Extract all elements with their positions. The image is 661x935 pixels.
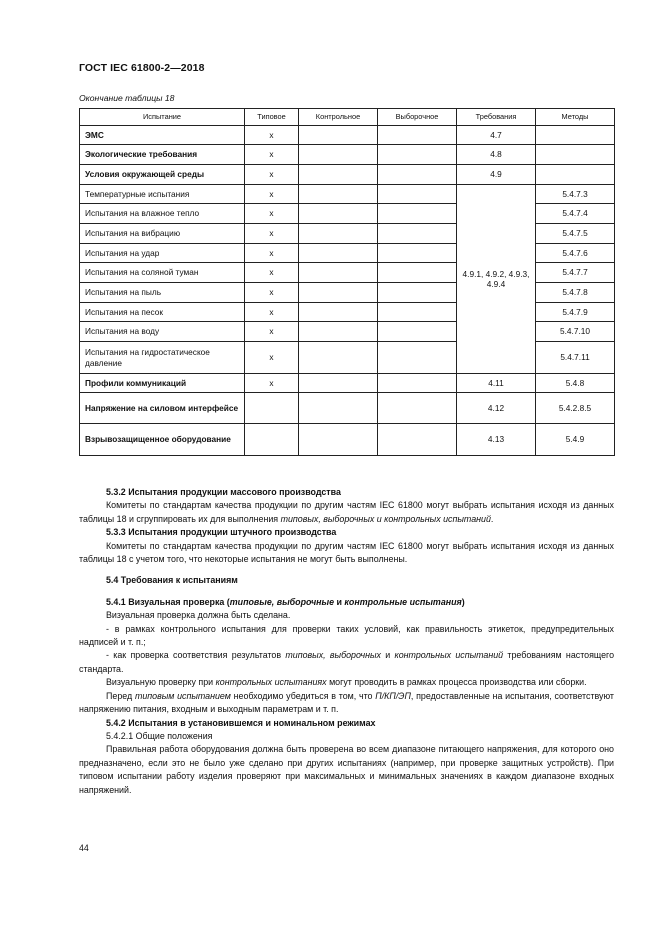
sample-cell <box>378 145 457 165</box>
method-ref: 5.4.7.10 <box>536 322 615 342</box>
control-cell <box>299 424 378 456</box>
sample-cell <box>378 393 457 424</box>
section-5-4-1-p5 <box>79 690 614 717</box>
section-5-4-1-p1: Визуальная проверка должна быть сделана. <box>106 610 291 621</box>
section-5-3-3-title: 5.3.3 Испытания продукции штучного производства <box>106 527 337 538</box>
test-name: Испытания на песок <box>80 303 245 322</box>
section-5-4-1-p4 <box>79 676 614 689</box>
test-name: Испытания на пыль <box>80 283 245 303</box>
sample-cell <box>378 185 457 204</box>
col-header-requirements: Требования <box>457 109 536 126</box>
table-row <box>80 424 615 456</box>
requirement-ref-merged: 4.9.1, 4.9.2, 4.9.3, 4.9.4 <box>457 185 536 374</box>
test-name: Испытания на вибрацию <box>80 224 245 244</box>
method-ref: 5.4.7.3 <box>536 185 615 204</box>
document-header: ГОСТ IEC 61800-2—2018 <box>79 62 205 74</box>
section-5-4-2-1-title: 5.4.2.1 Общие положения <box>106 730 213 741</box>
sample-cell <box>378 303 457 322</box>
typical-mark: x <box>245 145 299 165</box>
requirement-ref: 4.8 <box>457 145 536 165</box>
test-name: ЭМС <box>80 126 245 145</box>
typical-mark: x <box>245 185 299 204</box>
col-header-typical: Типовое <box>245 109 299 126</box>
typical-mark: x <box>245 283 299 303</box>
method-ref: 5.4.7.8 <box>536 283 615 303</box>
sample-cell <box>378 342 457 374</box>
method-ref: 5.4.8 <box>536 374 615 393</box>
sample-cell <box>378 374 457 393</box>
table-row <box>80 126 615 145</box>
text-run: Комитеты по стандартам качества продукции по другим частям IEC 61800 могут выбрать испытания исходя из данных таблицы 18 и сгруппировать их для выполнения <box>79 500 614 524</box>
control-cell <box>299 283 378 303</box>
emphasis-run: типовых, выборочных <box>285 650 381 661</box>
text-run: и <box>334 596 345 607</box>
text-run: . <box>490 513 494 524</box>
typical-mark <box>245 424 299 456</box>
table-18 <box>79 108 615 456</box>
emphasis-run: контрольных испытаний <box>394 650 504 661</box>
col-header-test: Испытание <box>80 109 245 126</box>
control-cell <box>299 185 378 204</box>
control-cell <box>299 322 378 342</box>
typical-mark: x <box>245 263 299 283</box>
typical-mark: x <box>245 342 299 374</box>
text-run: 5.4.1 Визуальная проверка ( <box>106 596 230 607</box>
control-cell <box>299 263 378 283</box>
method-ref: 5.4.9 <box>536 424 615 456</box>
test-name: Испытания на гидростатическое давление <box>80 342 245 374</box>
section-5-3-2-text <box>79 499 614 526</box>
control-cell <box>299 374 378 393</box>
test-name: Профили коммуникаций <box>80 374 245 393</box>
test-name: Испытания на воду <box>80 322 245 342</box>
control-cell <box>299 224 378 244</box>
typical-mark: x <box>245 126 299 145</box>
typical-mark: x <box>245 224 299 244</box>
col-header-control: Контрольное <box>299 109 378 126</box>
sample-cell <box>378 204 457 224</box>
test-name: Взрывозащищенное оборудование <box>80 424 245 456</box>
control-cell <box>299 204 378 224</box>
page-number: 44 <box>79 843 89 853</box>
requirement-ref: 4.9 <box>457 165 536 185</box>
method-ref: 5.4.7.9 <box>536 303 615 322</box>
section-5-4-1-p2: - в рамках контрольного испытания для проверки таких условий, как правильность этикеток, предупредительных надписей и т. п.; <box>79 623 614 648</box>
col-header-sample: Выборочное <box>378 109 457 126</box>
test-name: Испытания на удар <box>80 244 245 263</box>
control-cell <box>299 393 378 424</box>
method-ref <box>536 165 615 185</box>
section-5-4-1-title <box>79 596 614 609</box>
method-ref: 5.4.7.11 <box>536 342 615 374</box>
emphasis-run: типовые, выборочные <box>229 596 335 607</box>
table-header-row <box>80 109 615 126</box>
section-5-3-3-text: Комитеты по стандартам качества продукции по другим частям IEC 61800 могут выбрать испытания исходя из данных таблицы 18 с учетом того, что некоторые испытания не могут быть выполнены. <box>79 540 614 565</box>
section-5-4-1-p3 <box>79 649 614 676</box>
text-run: , предоставленные на испытания, соответствуют напряжению питания, входным и выходным параметрам и т. п. <box>79 690 614 715</box>
control-cell <box>299 303 378 322</box>
emphasis-run: П/КП/ЭП <box>375 690 411 701</box>
section-5-3-2-title: 5.3.2 Испытания продукции массового производства <box>106 487 341 497</box>
control-cell <box>299 165 378 185</box>
sample-cell <box>378 424 457 456</box>
table-row <box>80 374 615 393</box>
method-ref <box>536 126 615 145</box>
text-run: ) <box>461 596 465 607</box>
section-5-4-2-title: 5.4.2 Испытания в установившемся и номинальном режимах <box>106 717 376 728</box>
section-5-4-title: 5.4 Требования к испытаниям <box>106 575 238 586</box>
requirement-ref: 4.11 <box>457 374 536 393</box>
section-5-4-2-1-text: Правильная работа оборудования должна быть проверена во всем диапазоне питающего напряжения, для которого оно предназначено, если это не было уже сделано при других испытаниях (например, при проверке защитных устройств). При типовом испытании работу изделия проверяют при максимальных и минимальных значениях в каждом диапазоне входных напряжений. <box>79 744 614 795</box>
typical-mark: x <box>245 322 299 342</box>
table-row <box>80 393 615 424</box>
text-run: - как проверка соответствия результатов <box>106 650 286 661</box>
test-name: Условия окружающей среды <box>80 165 245 185</box>
col-header-methods: Методы <box>536 109 615 126</box>
typical-mark: x <box>245 374 299 393</box>
typical-mark: x <box>245 244 299 263</box>
text-run: могут проводить в рамках процесса производства или сборки. <box>326 677 587 688</box>
method-ref: 5.4.7.7 <box>536 263 615 283</box>
table-row <box>80 185 615 204</box>
control-cell <box>299 244 378 263</box>
sample-cell <box>378 244 457 263</box>
requirement-ref: 4.12 <box>457 393 536 424</box>
test-name: Экологические требования <box>80 145 245 165</box>
method-ref: 5.4.7.4 <box>536 204 615 224</box>
text-run: требованиям настоящего стандарта. <box>79 650 615 674</box>
sample-cell <box>378 322 457 342</box>
text-run: и <box>380 650 395 661</box>
control-cell <box>299 342 378 374</box>
test-name: Температурные испытания <box>80 185 245 204</box>
typical-mark: x <box>245 303 299 322</box>
table-row <box>80 165 615 185</box>
control-cell <box>299 126 378 145</box>
text-run: Перед <box>106 690 135 701</box>
test-name: Напряжение на силовом интерфейсе <box>80 393 245 424</box>
typical-mark: x <box>245 204 299 224</box>
sample-cell <box>378 283 457 303</box>
typical-mark <box>245 393 299 424</box>
method-ref: 5.4.7.5 <box>536 224 615 244</box>
emphasis-run: контрольные испытания <box>344 596 462 607</box>
sample-cell <box>378 263 457 283</box>
text-run: Визуальную проверку при <box>106 677 216 688</box>
method-ref <box>536 145 615 165</box>
test-name: Испытания на соляной туман <box>80 263 245 283</box>
table-row <box>80 145 615 165</box>
test-name: Испытания на влажное тепло <box>80 204 245 224</box>
body-text <box>79 486 614 797</box>
sample-cell <box>378 224 457 244</box>
sample-cell <box>378 165 457 185</box>
requirement-ref: 4.13 <box>457 424 536 456</box>
emphasis-run: контрольных испытаниях <box>215 677 327 688</box>
sample-cell <box>378 126 457 145</box>
method-ref: 5.4.2.8.5 <box>536 393 615 424</box>
table-caption: Окончание таблицы 18 <box>79 93 175 103</box>
method-ref: 5.4.7.6 <box>536 244 615 263</box>
requirement-ref: 4.7 <box>457 126 536 145</box>
control-cell <box>299 145 378 165</box>
emphasis-run: типовых, выборочных и контрольных испытаний <box>280 513 491 524</box>
typical-mark: x <box>245 165 299 185</box>
text-run: необходимо убедиться в том, что <box>230 690 376 701</box>
emphasis-run: типовым испытанием <box>134 690 231 701</box>
